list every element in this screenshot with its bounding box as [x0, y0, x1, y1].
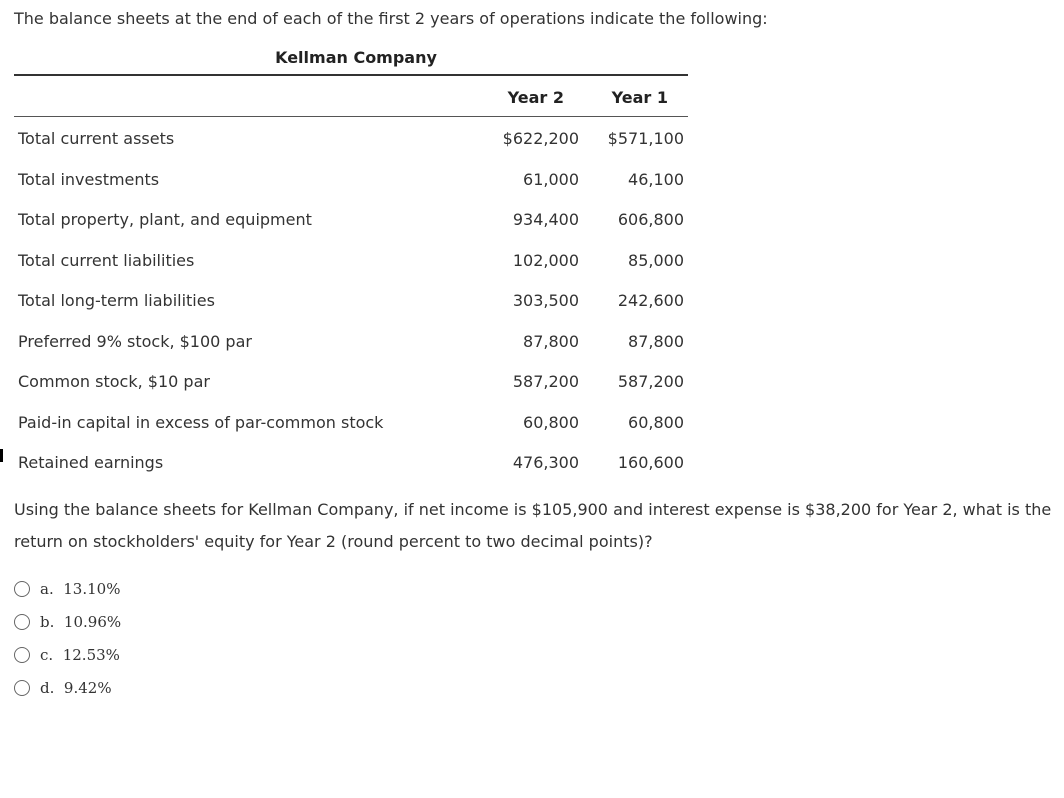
- year-2-value: 587,200: [512, 372, 579, 391]
- option-b[interactable]: [14, 605, 121, 638]
- option-a[interactable]: [14, 572, 121, 605]
- question-text: Using the balance sheets for Kellman Company, if net income is $105,900 and interest expense is $38,200 for Year 2, what is the return on stockholders' equity for Year 2 (round percent to two decimal points)?: [14, 500, 1052, 551]
- year-2-value: 934,400: [512, 210, 579, 229]
- year-2-value: 476,300: [512, 453, 579, 472]
- year-1-value: 587,200: [617, 372, 684, 391]
- radio-button[interactable]: [14, 614, 30, 630]
- year-2-value: 60,800: [523, 412, 579, 432]
- answer-options: [14, 572, 121, 704]
- option-label: b. 10.96%: [40, 612, 122, 631]
- row-label: Total property, plant, and equipment: [18, 210, 312, 229]
- year-2-value: $622,200: [502, 129, 579, 148]
- option-label: a. 13.10%: [40, 579, 121, 598]
- option-c[interactable]: [14, 638, 121, 671]
- year-1-value: 606,800: [617, 210, 684, 229]
- year-1-value: 242,600: [617, 291, 684, 310]
- row-label: Paid-in capital in excess of par-common stock: [18, 412, 384, 432]
- year-1-value: $571,100: [607, 129, 684, 148]
- column-header-year-2: Year 2: [507, 88, 564, 107]
- edge-marker: [0, 449, 3, 462]
- balance-sheet-table: [14, 44, 688, 482]
- table-header-row: [14, 76, 688, 116]
- column-header-year-1: Year 1: [611, 88, 668, 107]
- table-row: [14, 117, 688, 158]
- table-row: [14, 320, 688, 361]
- year-1-value: 46,100: [628, 169, 684, 189]
- row-label: Total investments: [18, 169, 160, 189]
- table-row: [14, 239, 688, 280]
- radio-button[interactable]: [14, 581, 30, 597]
- option-d[interactable]: [14, 671, 121, 704]
- intro-text: The balance sheets at the end of each of the first 2 years of operations indicate the following:: [14, 9, 768, 28]
- year-2-value: 87,800: [523, 331, 579, 351]
- table-body: [14, 117, 688, 482]
- row-label: Total long-term liabilities: [18, 291, 215, 310]
- table-row: [14, 401, 688, 442]
- row-label: Preferred 9% stock, $100 par: [18, 331, 252, 351]
- year-2-value: 303,500: [512, 291, 579, 310]
- row-label: Common stock, $10 par: [18, 372, 210, 391]
- option-label: c. 12.53%: [40, 645, 120, 664]
- table-row: [14, 198, 688, 239]
- table-row: [14, 441, 688, 482]
- company-name: Kellman Company: [275, 48, 437, 67]
- row-label: Retained earnings: [18, 453, 164, 472]
- table-row: [14, 279, 688, 320]
- year-1-value: 85,000: [628, 250, 684, 270]
- table-row: [14, 360, 688, 401]
- year-1-value: 60,800: [628, 412, 684, 432]
- year-1-value: 160,600: [617, 453, 684, 472]
- option-label: d. 9.42%: [40, 678, 112, 697]
- year-2-value: 61,000: [523, 169, 579, 189]
- radio-button[interactable]: [14, 680, 30, 696]
- year-1-value: 87,800: [628, 331, 684, 351]
- row-label: Total current assets: [18, 129, 175, 148]
- year-2-value: 102,000: [512, 250, 579, 270]
- radio-button[interactable]: [14, 647, 30, 663]
- row-label: Total current liabilities: [18, 250, 195, 270]
- table-row: [14, 158, 688, 199]
